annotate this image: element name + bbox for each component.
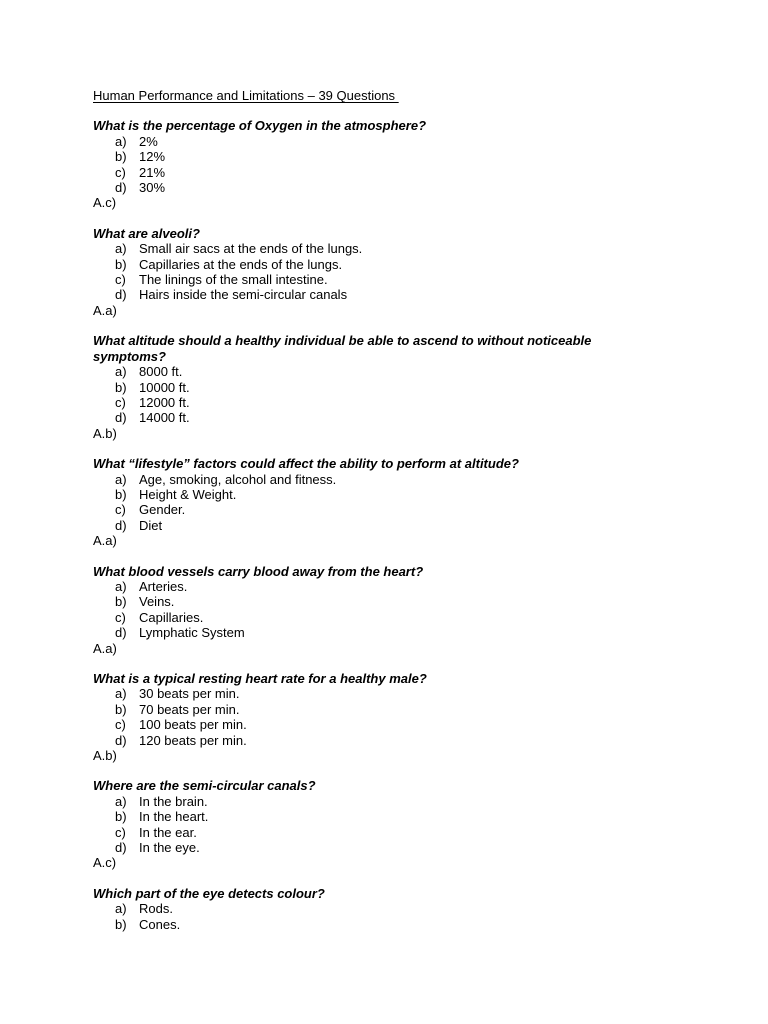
question-block (93, 886, 653, 932)
option-list (93, 241, 653, 303)
option-text: Lymphatic System (139, 625, 245, 641)
option-item (93, 502, 653, 517)
option-text: Veins. (139, 594, 175, 610)
option-item (93, 825, 653, 840)
question-block (93, 456, 653, 548)
option-text: In the ear. (139, 824, 197, 840)
option-text: 120 beats per min. (139, 732, 247, 748)
question-text: What blood vessels carry blood away from the heart? (93, 563, 424, 579)
option-item (93, 134, 653, 149)
option-item (93, 241, 653, 256)
option-item (93, 610, 653, 625)
option-text: Hairs inside the semi-circular canals (139, 287, 348, 303)
option-letter: c) (115, 272, 126, 288)
option-letter: d) (115, 517, 127, 533)
option-letter: a) (115, 901, 127, 917)
option-text: 14000 ft. (139, 410, 190, 426)
option-letter: b) (115, 149, 127, 165)
option-item (93, 410, 653, 425)
option-item (93, 733, 653, 748)
answer-text: A.a) (93, 640, 117, 656)
option-letter: d) (115, 180, 127, 196)
option-text: Capillaries. (139, 609, 204, 625)
option-list (93, 364, 653, 426)
document-content (93, 88, 653, 947)
option-letter: d) (115, 625, 127, 641)
option-item (93, 487, 653, 502)
option-letter: b) (115, 594, 127, 610)
option-text: Rods. (139, 901, 173, 917)
question-block (93, 564, 653, 656)
option-letter: c) (115, 164, 126, 180)
option-text: Height & Weight. (139, 486, 237, 502)
option-text: 30 beats per min. (139, 686, 240, 702)
option-text: 10000 ft. (139, 379, 190, 395)
option-item (93, 917, 653, 932)
question-block (93, 671, 653, 763)
option-item (93, 272, 653, 287)
option-item (93, 149, 653, 164)
option-text: In the eye. (139, 840, 200, 856)
question-block (93, 778, 653, 870)
answer-text: A.a) (93, 533, 117, 549)
option-item (93, 287, 653, 302)
option-text: Age, smoking, alcohol and fitness. (139, 471, 337, 487)
option-letter: d) (115, 287, 127, 303)
option-letter: a) (115, 241, 127, 257)
option-text: Small air sacs at the ends of the lungs. (139, 241, 363, 257)
option-item (93, 625, 653, 640)
document-title: Human Performance and Limitations – 39 Questions (93, 88, 399, 103)
option-item (93, 794, 653, 809)
option-text: 30% (139, 180, 166, 196)
option-letter: d) (115, 410, 127, 426)
question-text: Where are the semi-circular canals? (93, 778, 316, 794)
option-letter: b) (115, 256, 127, 272)
option-item (93, 518, 653, 533)
option-list (93, 472, 653, 534)
option-letter: c) (115, 502, 126, 518)
option-item (93, 180, 653, 195)
answer-text: A.c) (93, 195, 117, 211)
option-letter: a) (115, 793, 127, 809)
option-letter: c) (115, 717, 126, 733)
question-block (93, 118, 653, 210)
option-item (93, 257, 653, 272)
option-letter: d) (115, 732, 127, 748)
option-letter: b) (115, 701, 127, 717)
question-list (93, 118, 653, 932)
option-letter: a) (115, 133, 127, 149)
answer-text: A.c) (93, 855, 117, 871)
option-text: In the heart. (139, 809, 209, 825)
option-text: 21% (139, 164, 166, 180)
option-item (93, 809, 653, 824)
option-list (93, 794, 653, 856)
option-letter: b) (115, 809, 127, 825)
option-item (93, 702, 653, 717)
question-text: What “lifestyle” factors could affect the ability to perform at altitude? (93, 456, 519, 472)
option-letter: a) (115, 364, 127, 380)
option-text: 100 beats per min. (139, 717, 247, 733)
option-text: Cones. (139, 916, 181, 932)
question-text: What are alveoli? (93, 225, 200, 241)
option-letter: b) (115, 486, 127, 502)
question-text: What altitude should a healthy individual be able to ascend to without noticeable symptoms? (93, 333, 592, 364)
option-letter: a) (115, 686, 127, 702)
option-text: Gender. (139, 502, 186, 518)
answer-text: A.b) (93, 748, 117, 764)
option-item (93, 364, 653, 379)
option-text: The linings of the small intestine. (139, 272, 328, 288)
option-text: Diet (139, 517, 163, 533)
option-item (93, 472, 653, 487)
question-text: What is the percentage of Oxygen in the atmosphere? (93, 118, 427, 134)
option-letter: c) (115, 609, 126, 625)
option-item (93, 686, 653, 701)
answer-text: A.b) (93, 425, 117, 441)
option-text: 8000 ft. (139, 364, 183, 380)
option-item (93, 579, 653, 594)
option-item (93, 165, 653, 180)
option-text: In the brain. (139, 793, 208, 809)
option-letter: b) (115, 379, 127, 395)
question-block (93, 333, 653, 441)
option-text: 2% (139, 133, 158, 149)
question-block (93, 226, 653, 318)
option-item (93, 840, 653, 855)
answer-text: A.a) (93, 302, 117, 318)
question-text: What is a typical resting heart rate for a healthy male? (93, 671, 427, 686)
option-letter: c) (115, 824, 126, 840)
option-item (93, 380, 653, 395)
option-letter: c) (115, 394, 126, 410)
option-text: 12000 ft. (139, 394, 190, 410)
option-text: Arteries. (139, 578, 188, 594)
question-text: Which part of the eye detects colour? (93, 885, 325, 901)
option-list (93, 686, 653, 748)
option-list (93, 901, 653, 932)
option-text: 70 beats per min. (139, 701, 240, 717)
option-list (93, 579, 653, 641)
option-item (93, 594, 653, 609)
option-letter: a) (115, 578, 127, 594)
option-item (93, 395, 653, 410)
option-list (93, 134, 653, 196)
option-text: Capillaries at the ends of the lungs. (139, 256, 343, 272)
option-text: 12% (139, 149, 166, 165)
option-letter: b) (115, 916, 127, 932)
option-letter: d) (115, 840, 127, 856)
option-item (93, 901, 653, 916)
option-letter: a) (115, 471, 127, 487)
option-item (93, 717, 653, 732)
